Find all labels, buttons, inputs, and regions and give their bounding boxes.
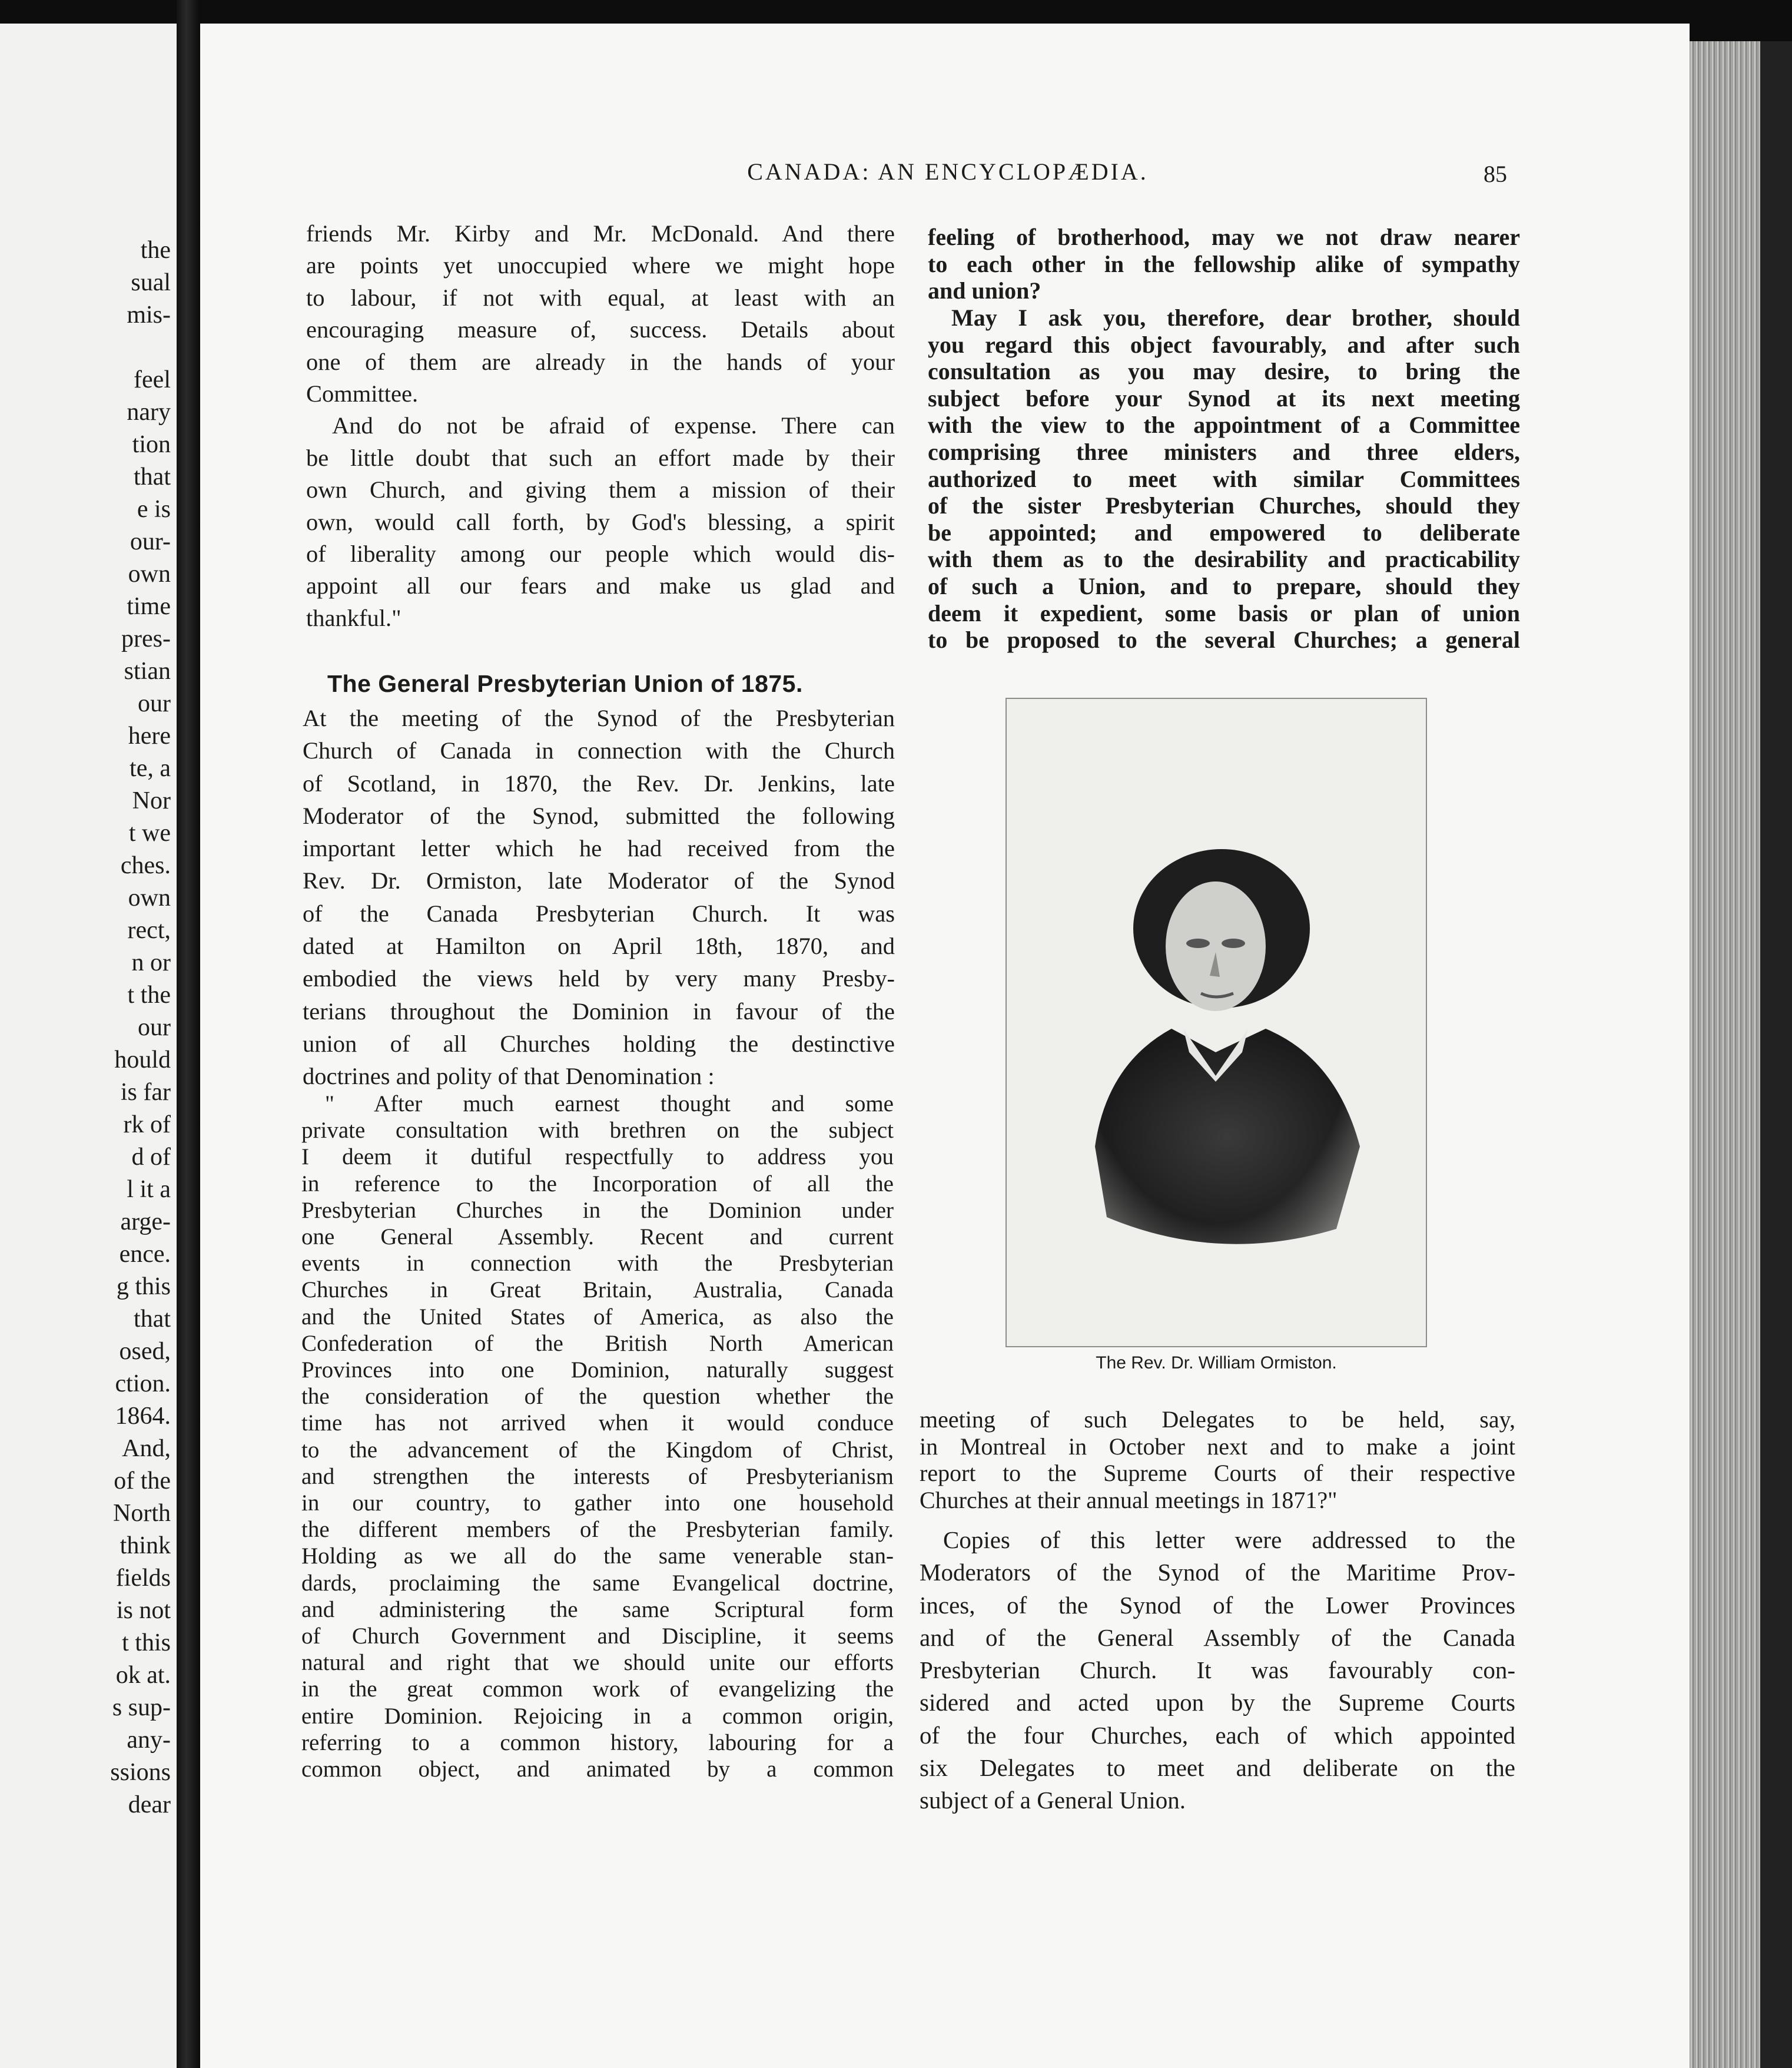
left-page-text-fragment: our [138, 1014, 171, 1041]
text-line: union of all Churches holding the destinctive [303, 1030, 895, 1057]
text-line: important letter which he had received from the [303, 835, 895, 862]
text-line: deem it expedient, some basis or plan of union [928, 599, 1520, 627]
left-page-text-fragment: te, a [130, 755, 171, 782]
text-line: events in connection with the Presbyterian [301, 1251, 894, 1277]
text-line: own, would call forth, by God's blessing, a spirit [306, 508, 895, 535]
text-line: appoint all our fears and make us glad and [306, 572, 895, 599]
text-line: and the United States of America, as also the [301, 1304, 894, 1330]
left-page-text-fragment: the [140, 237, 171, 264]
text-line: private consultation with brethren on the subject [301, 1118, 894, 1144]
text-line: dated at Hamilton on April 18th, 1870, and [303, 933, 895, 960]
text-line: in reference to the Incorporation of all the [301, 1171, 894, 1197]
left-page-text-fragment: sual [131, 269, 171, 296]
text-line: natural and right that we should unite our efforts [301, 1650, 894, 1676]
text-line: to the advancement of the Kingdom of Christ, [301, 1437, 894, 1463]
text-line: in our country, to gather into one household [301, 1490, 894, 1516]
text-line: time has not arrived when it would conduce [301, 1410, 894, 1436]
section-heading: The General Presbyterian Union of 1875. [327, 670, 803, 697]
text-line: referring to a common history, labouring for a [301, 1729, 894, 1755]
text-line: Moderator of the Synod, submitted the following [303, 802, 895, 829]
text-line: with them as to the desirability and practicability [928, 546, 1520, 573]
text-line: the different members of the Presbyterian family. [301, 1517, 894, 1543]
book-page-edge [1690, 41, 1760, 2068]
text-line: Provinces into one Dominion, naturally suggest [301, 1357, 894, 1383]
right-column-bottom [920, 1406, 1515, 1513]
text-line: feeling of brotherhood, may we not draw nearer [928, 224, 1520, 250]
text-line: At the meeting of the Synod of the Presbyterian [303, 705, 895, 731]
text-line: Churches in Great Britain, Australia, Canada [301, 1277, 894, 1303]
text-line: Churches at their annual meetings in 1871?" [920, 1486, 1338, 1513]
left-page-text-fragment: nary [127, 399, 171, 426]
text-line: six Delegates to meet and deliberate on the [920, 1754, 1515, 1782]
left-page-text-fragment: Nor [132, 787, 171, 814]
text-line: authorized to meet with similar Committees [928, 465, 1520, 492]
text-line: Church of Canada in connection with the Church [303, 737, 895, 764]
text-line: in the great common work of evangelizing the [301, 1676, 894, 1702]
left-page-text-fragment: our- [130, 528, 171, 555]
left-page-text-fragment: any- [127, 1726, 171, 1754]
text-line: meeting of such Delegates to be held, say, [920, 1406, 1515, 1433]
text-line: Presbyterian Churches in the Dominion under [301, 1197, 894, 1223]
left-page-text-fragment: stian [124, 658, 171, 685]
text-line: and of the General Assembly of the Canada [920, 1623, 1515, 1651]
left-page-text-fragment: d of [131, 1144, 171, 1171]
left-page-text-fragment: is far [120, 1079, 171, 1106]
text-line: I deem it dutiful respectfully to address you [301, 1144, 894, 1170]
left-page-text-fragment: our [138, 690, 171, 717]
left-page-text-fragment: of the [114, 1467, 171, 1494]
text-line: be little doubt that such an effort made by their [306, 444, 895, 471]
left-page-text-fragment: North [113, 1500, 171, 1527]
text-line: own Church, and giving them a mission of their [306, 476, 895, 503]
text-line: the consideration of the question whether the [301, 1384, 894, 1410]
text-line: of Church Government and Discipline, it seems [301, 1623, 894, 1649]
text-line: embodied the views held by very many Presby- [303, 965, 895, 992]
left-page-text-fragment: ok at. [115, 1662, 171, 1689]
portrait-image [1005, 698, 1427, 1347]
text-line: May I ask you, therefore, dear brother, should [951, 304, 1520, 331]
left-column-quote [301, 1091, 894, 1782]
text-line: Rev. Dr. Ormiston, late Moderator of the Synod [303, 867, 895, 894]
left-page-text-fragment: 1864. [115, 1403, 171, 1430]
text-line: doctrines and polity of that Denomination : [303, 1063, 715, 1090]
portrait-illustration [1007, 699, 1426, 1346]
left-page-text-fragment: rk of [123, 1111, 171, 1138]
text-line: of the sister Presbyterian Churches, should they [928, 492, 1520, 519]
running-header: CANADA: AN ENCYCLOPÆDIA. [747, 158, 1149, 185]
text-line: " After much earnest thought and some [325, 1091, 894, 1116]
left-page-text-fragment: think [120, 1532, 171, 1559]
text-line: with the view to the appointment of a Committee [928, 412, 1520, 439]
text-line: And do not be afraid of expense. There can [332, 412, 895, 439]
text-line: of the four Churches, each of which appointed [920, 1721, 1515, 1749]
left-page-text-fragment: own [128, 884, 171, 912]
left-page-text-fragment: arge- [120, 1208, 171, 1235]
left-page-text-fragment: n or [131, 949, 171, 976]
text-line: and union? [928, 277, 1041, 304]
text-line: you regard this object favourably, and after such [928, 331, 1520, 358]
left-page-text-fragment: rect, [127, 917, 171, 944]
text-line: Confederation of the British North American [301, 1330, 894, 1356]
left-page-text-fragment: fields [115, 1565, 171, 1592]
left-page-text-fragment: pres- [121, 625, 171, 652]
text-line: encouraging measure of, success. Details about [306, 316, 895, 343]
text-line: friends Mr. Kirby and Mr. McDonald. And there [306, 220, 895, 247]
left-page-text-fragment: that [134, 1305, 171, 1333]
left-page-text-fragment: t this [122, 1629, 171, 1656]
text-line: one of them are already in the hands of your [306, 348, 895, 375]
text-line: Moderators of the Synod of the Maritime Prov- [920, 1559, 1515, 1586]
left-page-text-fragment: that [134, 463, 171, 491]
left-page-text-fragment: osed, [119, 1338, 171, 1365]
left-page-text-fragment: own [128, 561, 171, 588]
left-page-fragment [0, 24, 177, 2068]
text-line: of liberality among our people which would dis- [306, 541, 895, 568]
text-line: Committee. [306, 380, 419, 407]
left-page-text-fragment: ction. [115, 1370, 171, 1397]
left-page-text-fragment: g this [116, 1273, 171, 1300]
text-line: Copies of this letter were addressed to the [943, 1526, 1515, 1553]
text-line: to each other in the fellowship alike of sympathy [928, 250, 1520, 277]
left-page-text-fragment: dear [128, 1791, 171, 1818]
text-line: subject before your Synod at its next meeting [928, 385, 1520, 412]
left-page-text-fragment: And, [122, 1435, 171, 1462]
text-line: sidered and acted upon by the Supreme Courts [920, 1689, 1515, 1716]
portrait-caption: The Rev. Dr. William Ormiston. [1096, 1353, 1337, 1373]
text-line: consultation as you may desire, to bring the [928, 358, 1520, 385]
left-page-text-fragment: here [128, 723, 171, 750]
text-line: report to the Supreme Courts of their respective [920, 1460, 1515, 1487]
left-page-text-fragment: time [127, 593, 171, 620]
left-page-text-fragment: ssions [110, 1759, 171, 1786]
left-page-text-fragment: s sup- [112, 1694, 171, 1721]
text-line: in Montreal in October next and to make a joint [920, 1433, 1515, 1460]
text-line: subject of a General Union. [920, 1787, 1186, 1814]
text-line: be appointed; and empowered to deliberate [928, 519, 1520, 546]
left-page-text-fragment: is not [116, 1597, 171, 1624]
text-line: dards, proclaiming the same Evangelical doctrine, [301, 1570, 894, 1596]
left-page-text-fragment: ence. [119, 1241, 171, 1268]
book-cover-edge [1760, 41, 1792, 2068]
left-page-text-fragment: hould [114, 1046, 171, 1073]
text-line: and strengthen the interests of Presbyterianism [301, 1463, 894, 1489]
text-line: comprising three ministers and three elders, [928, 438, 1520, 465]
left-page-text-fragment: feel [134, 366, 171, 393]
left-column-main [303, 702, 895, 1093]
right-column-top [928, 224, 1520, 304]
text-line: of the Canada Presbyterian Church. It was [303, 900, 895, 927]
text-line: one General Assembly. Recent and current [301, 1224, 894, 1250]
left-page-text-fragment: e is [137, 496, 171, 523]
text-line: are points yet unoccupied where we might hope [306, 252, 895, 279]
text-line: of such a Union, and to prepare, should they [928, 572, 1520, 599]
text-line: Holding as we all do the same venerable stan- [301, 1543, 894, 1569]
text-line: thankful." [306, 604, 401, 631]
text-line: entire Dominion. Rejoicing in a common origin, [301, 1703, 894, 1729]
text-line: and administering the same Scriptural form [301, 1596, 894, 1622]
right-column-bottom-paragraph [920, 1524, 1515, 1817]
book-gutter [177, 0, 200, 2068]
left-page-text-fragment: t the [127, 982, 171, 1009]
left-page-text-fragment: mis- [127, 301, 171, 329]
page-number: 85 [1484, 161, 1507, 187]
text-line: inces, of the Synod of the Lower Provinces [920, 1591, 1515, 1619]
left-column-top [306, 218, 895, 634]
left-page-text-fragment: l it a [127, 1176, 171, 1203]
left-page-text-fragment: tion [132, 431, 171, 458]
text-line: to be proposed to the several Churches; a general [928, 627, 1520, 654]
left-page-text-fragment: t we [128, 820, 171, 847]
text-line: terians throughout the Dominion in favour of the [303, 997, 895, 1025]
text-line: to labour, if not with equal, at least with an [306, 284, 895, 311]
left-page-text-fragment: ches. [120, 852, 171, 879]
right-column-paragraph [928, 304, 1520, 654]
text-line: Presbyterian Church. It was favourably con- [920, 1656, 1515, 1684]
text-line: common object, and animated by a common [301, 1757, 894, 1782]
text-line: of Scotland, in 1870, the Rev. Dr. Jenkins, late [303, 770, 895, 797]
